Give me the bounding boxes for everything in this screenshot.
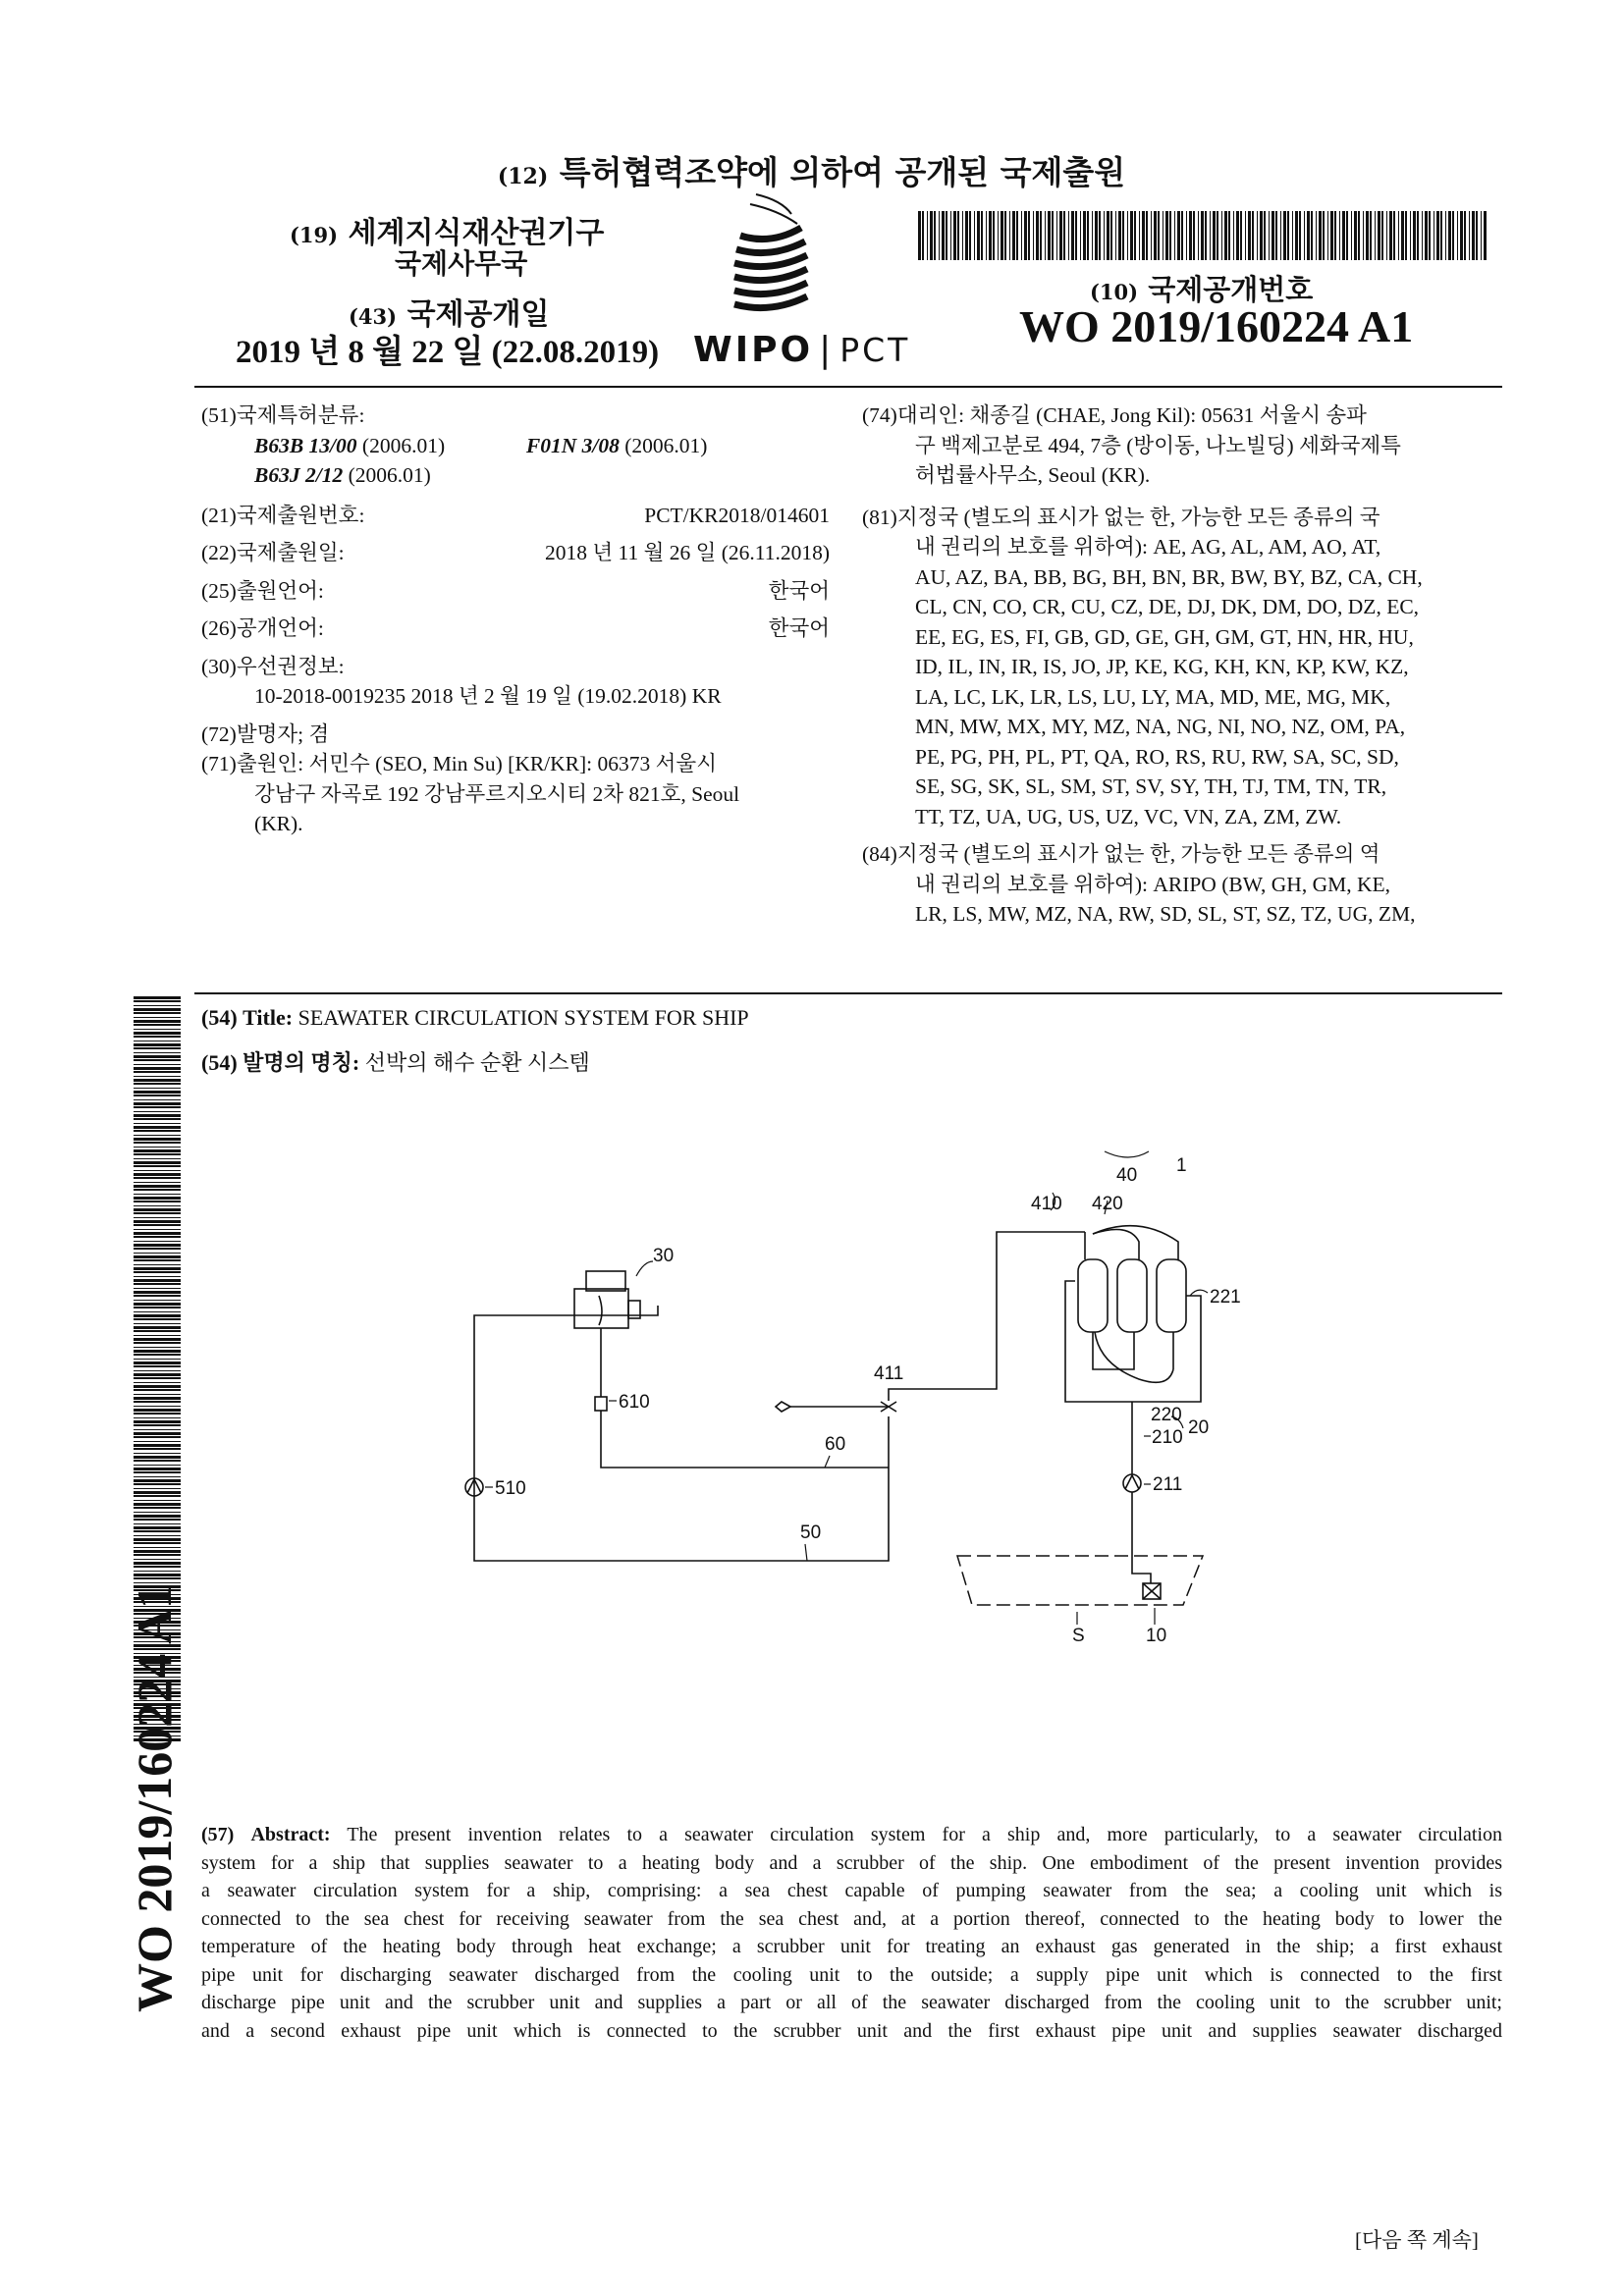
top-barcode xyxy=(918,211,1492,260)
field-22: (22)국제출원일: 2018 년 11 월 26 일 (26.11.2018) xyxy=(201,541,830,564)
abstract: (57) Abstract: The present invention relates to a seawater circulation system for a ship and, more particularly, to a seawater circulation system for a ship that supplies seawater to a heating body and a scrubber of the ship. One embodiment of the present invention provides a seawater circulation system for a ship, comprising: a sea chest capable of pumping seawater from the sea; a cooling unit which is connected to the sea chest for receiving seawater from the sea chest and, at a portion thereof, connected to the heating body to lower the temperature of the heating body through heat exchange; a scrubber unit for treating an exhaust gas generated in the ship; a first exhaust pipe unit for discharging seawater discharged from the cooling unit to the outside; a supply pipe unit which is connected to the first discharge pipe unit and the scrubber unit and supplies a part or all of the seawater discharged from the cooling unit to the scrubber unit; and a second exhaust pipe unit which is connected to the scrubber unit and the first exhaust pipe unit and supplies seawater discharged xyxy=(201,1821,1502,2045)
field-81: (81)지정국 (별도의 표시가 없는 한, 가능한 모든 종류의 국 xyxy=(862,505,1380,529)
designated-states-line: CL, CN, CO, CR, CU, CZ, DE, DJ, DK, DM, DO, DZ, EC, xyxy=(915,595,1420,618)
label-20: 20 xyxy=(1188,1417,1210,1438)
label-610: 610 xyxy=(619,1392,650,1413)
label-50: 50 xyxy=(800,1522,822,1543)
applicant-address-line: 강남구 자곡로 192 강남푸르지오시티 2차 821호, Seoul xyxy=(254,781,740,806)
biblio-right-column xyxy=(862,400,1502,930)
field-26: (26)공개언어: 한국어 xyxy=(201,616,830,640)
title-code: (12) xyxy=(497,164,549,189)
label-510: 510 xyxy=(495,1478,526,1499)
label-10: 10 xyxy=(1146,1626,1167,1646)
cooler-2 xyxy=(1117,1259,1147,1332)
abstract-line: system for a ship that supplies seawater to a heating body and a scrubber of the ship. One embodiment of the present invention provides xyxy=(201,1851,1502,1874)
abstract-line: a seawater circulation system for a ship, comprising: a sea chest capable of pumping seawater from the sea; a cooling unit which is xyxy=(201,1880,1502,1901)
logo-separator: | xyxy=(819,330,835,370)
field-51: (51)국제특허분류: xyxy=(201,403,365,427)
abstract-line: temperature of the heating body through heat exchange; a scrubber unit for treating an exhaust gas generated in the ship; a first exhaust xyxy=(201,1936,1502,1957)
designated-states-regional xyxy=(862,870,1502,930)
abstract-line: pipe unit for discharging seawater discharged from the cooling unit to the outside; a supply pipe unit which is connected to the first xyxy=(201,1963,1502,1986)
designated-states-line: LR, LS, MW, MZ, NA, RW, SD, SL, ST, SZ, TZ, UG, ZM, xyxy=(915,902,1416,926)
label-S: S xyxy=(1072,1626,1085,1646)
field-25: (25)출원언어: 한국어 xyxy=(201,578,830,603)
field-84: (84)지정국 (별도의 표시가 없는 한, 가능한 모든 종류의 역 xyxy=(862,842,1380,866)
designated-states-line: 내 권리의 보호를 위하여): ARIPO (BW, GH, GM, KE, xyxy=(915,872,1391,896)
field-72: (72)발명자; 겸 xyxy=(201,721,330,746)
hull-sea xyxy=(957,1556,1203,1605)
field-71: (71)출원인: 서민수 (SEO, Min Su) [KR/KR]: 06373 서울시 xyxy=(201,752,717,775)
designated-states-line: TT, TZ, UA, UG, US, UZ, VC, VN, ZA, ZM, ZW. xyxy=(915,804,1342,828)
wipo-logo-text: WIPO | PCT xyxy=(693,330,911,370)
applicant-country: (KR). xyxy=(254,812,303,835)
designated-states-line: SE, SG, SK, SL, SM, ST, SV, SY, TH, TJ, TM, TN, TR, xyxy=(915,774,1387,798)
pipe-50 xyxy=(474,1306,889,1561)
label-411: 411 xyxy=(874,1363,904,1384)
designated-states-line: LA, LC, LK, LR, LS, LU, LY, MA, MD, ME, MG, MK, xyxy=(915,684,1391,709)
designated-states-line: ID, IL, IN, IR, IS, JO, JP, KE, KG, KH, KN, KP, KW, KZ, xyxy=(915,655,1409,678)
label-210: 210 xyxy=(1152,1427,1183,1448)
heating-body-top xyxy=(586,1271,625,1291)
header-rule xyxy=(194,386,1502,388)
abstract-line: and a second exhaust pipe unit which is connected to the scrubber unit and the first exhaust pipe unit and supplies seawater discharged xyxy=(201,2019,1502,2042)
valve-610 xyxy=(595,1397,607,1411)
biblio-left-column xyxy=(201,400,830,839)
label-220: 220 xyxy=(1151,1405,1182,1425)
wipo-logo-icon xyxy=(727,188,815,336)
label-410: 410 xyxy=(1031,1194,1062,1214)
field-74: (74)대리인: 채종길 (CHAE, Jong Kil): 05631 서울시 송파 xyxy=(862,403,1367,427)
label-60: 60 xyxy=(825,1434,846,1455)
label-1: 1 xyxy=(1176,1155,1187,1176)
priority-value: 10-2018-0019235 2018 년 2 월 19 일 (19.02.2018) KR xyxy=(254,684,722,708)
title-rule xyxy=(194,992,1502,994)
pub-number-label: (10) 국제공개번호 xyxy=(1090,273,1314,306)
office-name: (19) 세계지식재산권기구 xyxy=(290,216,605,250)
label-420: 420 xyxy=(1092,1194,1123,1214)
designated-states-line: AU, AZ, BA, BB, BG, BH, BN, BR, BW, BY, BZ, CA, CH, xyxy=(915,564,1423,589)
office-line1: 세계지식재산권기구 xyxy=(348,216,605,250)
designated-states-national xyxy=(862,532,1502,831)
label-40: 40 xyxy=(1116,1165,1138,1186)
cooler-1 xyxy=(1078,1259,1108,1332)
cooler-3 xyxy=(1157,1259,1186,1332)
title-text: 특허협력조약에 의하여 공개된 국제출원 xyxy=(559,153,1126,191)
abstract-line: discharge pipe unit and the scrubber unit and supplies a part or all of the seawater discharged from the cooling unit to the scrubber unit; xyxy=(201,1992,1502,2013)
document-title xyxy=(0,147,1623,193)
agent-address-line: 구 백제고분로 494, 7층 (방이동, 나노빌딩) 세화국제특 xyxy=(915,433,1401,457)
pub-date-value: 2019 년 8 월 22 일 (22.08.2019) xyxy=(236,335,660,370)
abstract-line: connected to the sea chest for receiving seawater from the sea chest and, at a portion thereof, connected to the heating body to lower the xyxy=(201,1907,1502,1930)
barcode-bar xyxy=(1487,211,1488,260)
label-211: 211 xyxy=(1153,1474,1183,1495)
system-diagram xyxy=(452,1124,1241,1762)
pub-date-label: (43) 국제공개일 xyxy=(349,297,550,332)
designated-states-line: MN, MW, MX, MY, MZ, NA, NG, NI, NO, NZ, OM, PA, xyxy=(915,715,1406,738)
field-21: (21)국제출원번호: PCT/KR2018/014601 xyxy=(201,503,830,527)
nozzle xyxy=(776,1402,790,1412)
pipe-410 xyxy=(889,1232,1085,1401)
designated-states-line: PE, PG, PH, PL, PT, QA, RO, RS, RU, RW, SA, SC, SD, xyxy=(915,744,1399,769)
continued-notice: [다음 쪽 계속] xyxy=(1355,2228,1479,2252)
title-korean: (54) 발명의 명칭: 선박의 해수 순환 시스템 xyxy=(201,1050,590,1075)
label-30: 30 xyxy=(653,1246,675,1266)
pub-number-value: WO 2019/160224 A1 xyxy=(1019,301,1414,351)
label-221: 221 xyxy=(1210,1287,1241,1308)
designated-states-line: EE, EG, ES, FI, GB, GD, GE, GH, GM, GT, HN, HR, HU, xyxy=(915,624,1414,649)
designated-states-line: 내 권리의 보호를 위하여): AE, AG, AL, AM, AO, AT, xyxy=(915,535,1381,559)
ipc-line2: B63J 2/12 (2006.01) xyxy=(254,463,431,487)
agent-office-line: 허법률사무소, Seoul (KR). xyxy=(915,463,1151,487)
field-30: (30)우선권정보: xyxy=(201,654,345,678)
ipc-line1: B63B 13/00 (2006.01) F01N 3/08 (2006.01) xyxy=(254,433,708,457)
office-line2: 국제사무국 xyxy=(395,247,528,280)
title-english: (54) Title: SEAWATER CIRCULATION SYSTEM FOR SHIP xyxy=(201,1005,749,1030)
